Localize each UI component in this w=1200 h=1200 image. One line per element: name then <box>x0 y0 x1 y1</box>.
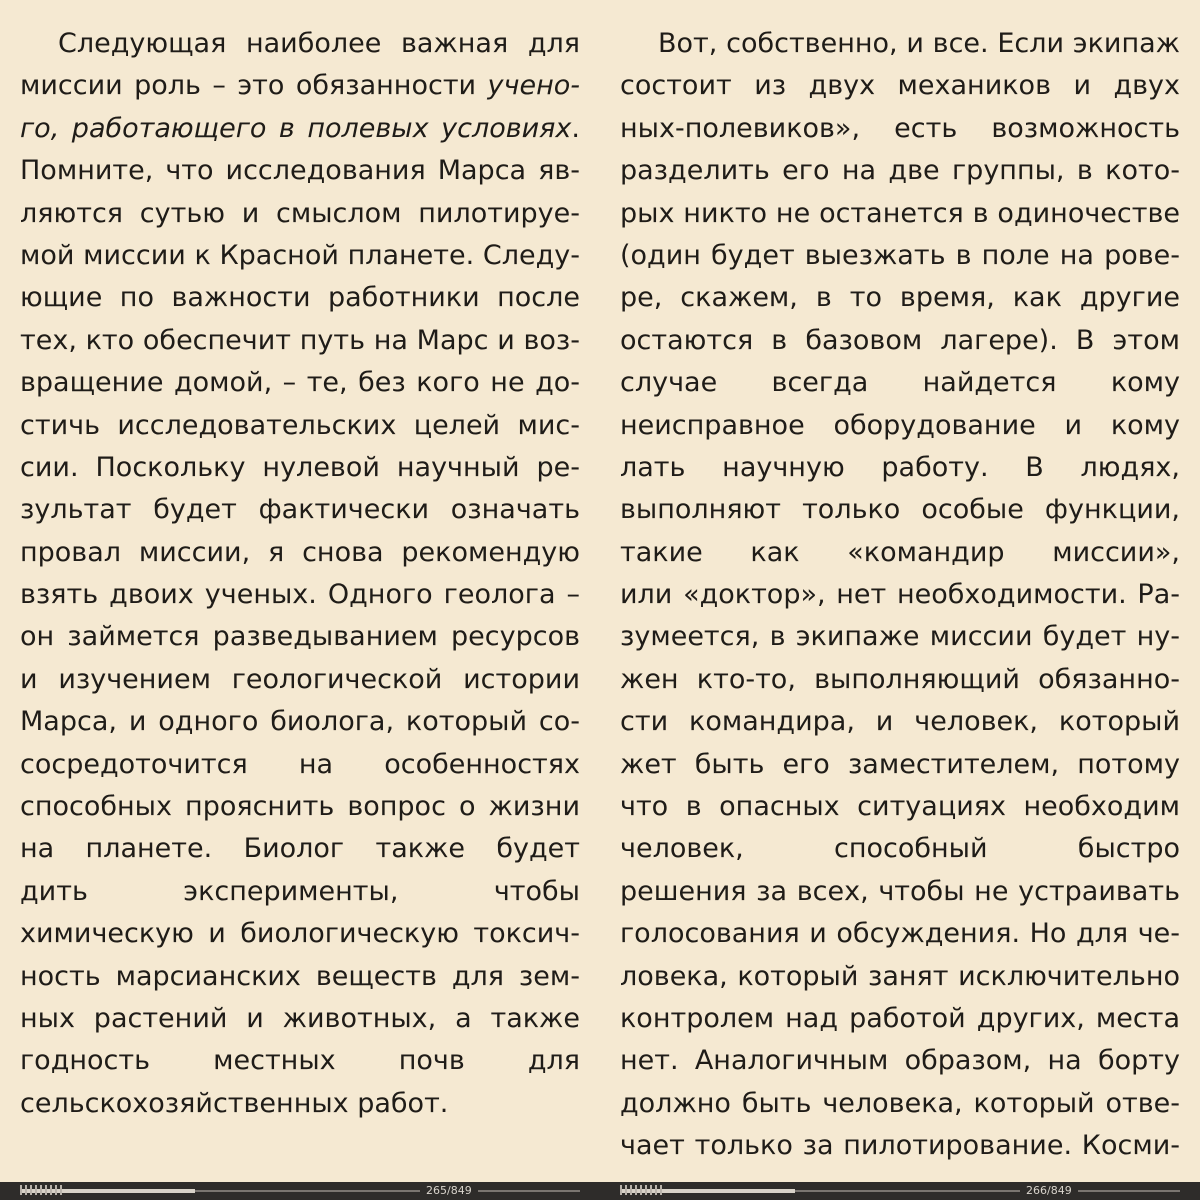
text-line: химическую и биологическую токсич- <box>20 918 580 950</box>
progress-tick <box>45 1185 47 1195</box>
page-number: 266/849 <box>1020 1183 1078 1199</box>
text-line: рых никто не останется в одиночестве <box>620 197 1180 229</box>
progress-tick <box>660 1185 662 1195</box>
text-line: вращение домой, – те, без кого не до- <box>20 367 580 399</box>
left-progress-bar[interactable] <box>0 1182 600 1200</box>
text-line: зумеется, в экипаже миссии будет ну- <box>620 621 1180 653</box>
text-line: способных прояснить вопрос о жизни <box>20 791 580 823</box>
text-line: жен кто-то, выполняющий обязанно- <box>620 663 1180 695</box>
progress-tick <box>645 1185 647 1195</box>
progress-tick <box>40 1185 42 1195</box>
progress-tick <box>650 1185 652 1195</box>
text-line: ность марсианских веществ для зем- <box>20 960 580 992</box>
text-line: чает только за пилотирование. Косми- <box>620 1130 1180 1162</box>
text-line: ных растений и животных, а также <box>20 1002 580 1034</box>
progress-tick <box>630 1185 632 1195</box>
right-progress-bar[interactable] <box>600 1182 1200 1200</box>
text-line: Марса, и одного биолога, который со- <box>20 706 580 738</box>
text-line: на планете. Биолог также будет <box>20 833 580 865</box>
text-line: тех, кто обеспечит путь на Марс и воз- <box>20 324 580 356</box>
progress-tick <box>635 1185 637 1195</box>
text-line: Следующая наиболее важная для <box>58 28 580 59</box>
text-line: взять двоих ученых. Одного геолога – <box>20 579 580 611</box>
text-line: неисправное оборудование и кому <box>620 409 1180 441</box>
text-line: го, работающего в полевых условиях. <box>20 112 580 144</box>
text-line: ловека, который занят исключительно <box>620 960 1180 992</box>
text-line: ных-полевиков», есть возможность <box>620 112 1180 144</box>
text-line: нет. Аналогичным образом, на борту <box>620 1045 1180 1077</box>
text-line: лать научную работу. В людях, <box>620 451 1180 483</box>
text-line: решения за всех, чтобы не устраивать <box>620 875 1180 907</box>
text-line: остаются в базовом лагере). В этом <box>620 324 1180 356</box>
progress-tick <box>20 1185 22 1195</box>
text-line: и изучением геологической истории <box>20 663 580 695</box>
text-line: разделить его на две группы, в кото- <box>620 155 1180 187</box>
text-line: ющие по важности работники после <box>20 282 580 314</box>
text-line: такие как «командир миссии», <box>620 536 1180 568</box>
text-line: жет быть его заместителем, потому <box>620 748 1180 780</box>
text-line: стичь исследовательских целей мис- <box>20 409 580 441</box>
progress-tick <box>60 1185 62 1195</box>
text-line: (один будет выезжать в поле на рове- <box>620 239 1180 271</box>
text-line: ре, скажем, в то время, как другие <box>620 282 1180 314</box>
text-line: Помните, что исследования Марса яв- <box>20 155 580 187</box>
text-line: должно быть человека, который отве- <box>620 1087 1180 1119</box>
right-page[interactable] <box>600 0 1200 1200</box>
progress-tick <box>50 1185 52 1195</box>
page-number: 265/849 <box>420 1183 478 1199</box>
text-line: или «доктор», нет необходимости. Ра- <box>620 579 1180 611</box>
text-line: выполняют только особые функции, <box>620 494 1180 526</box>
text-line: провал миссии, я снова рекомендую <box>20 536 580 568</box>
text-line: сии. Поскольку нулевой научный ре- <box>20 451 580 483</box>
text-line: сосредоточится на особенностях <box>20 748 580 780</box>
text-line: Вот, собственно, и все. Если экипаж <box>658 28 1180 59</box>
text-line: годность местных почв для <box>20 1045 580 1077</box>
text-line: миссии роль – это обязанности учено- <box>20 70 580 102</box>
progress-tick <box>655 1185 657 1195</box>
progress-tick <box>25 1185 27 1195</box>
text-line: человек, способный быстро <box>620 833 1180 865</box>
progress-tick <box>625 1185 627 1195</box>
text-line: сельскохозяйственных работ. <box>20 1087 449 1119</box>
text-line: сти командира, и человек, который <box>620 706 1180 738</box>
progress-tick <box>640 1185 642 1195</box>
progress-tick <box>30 1185 32 1195</box>
progress-tick <box>620 1185 622 1195</box>
right-page-text <box>620 23 1180 1168</box>
text-line: голосования и обсуждения. Но для че- <box>620 918 1180 950</box>
text-line: состоит из двух механиков и двух <box>620 70 1180 102</box>
text-line: ляются сутью и смыслом пилотируе- <box>20 197 580 229</box>
text-line: что в опасных ситуациях необходим <box>620 791 1180 823</box>
left-page-text <box>20 23 580 1125</box>
text-line: контролем над работой других, места <box>620 1002 1180 1034</box>
text-line: мой миссии к Красной планете. Следу- <box>20 239 580 271</box>
progress-tick <box>35 1185 37 1195</box>
text-line: дить эксперименты, чтобы <box>20 875 580 907</box>
text-line: он займется разведыванием ресурсов <box>20 621 580 653</box>
progress-tick <box>55 1185 57 1195</box>
text-line: зультат будет фактически означать <box>20 494 580 526</box>
text-line: случае всегда найдется кому <box>620 367 1180 399</box>
